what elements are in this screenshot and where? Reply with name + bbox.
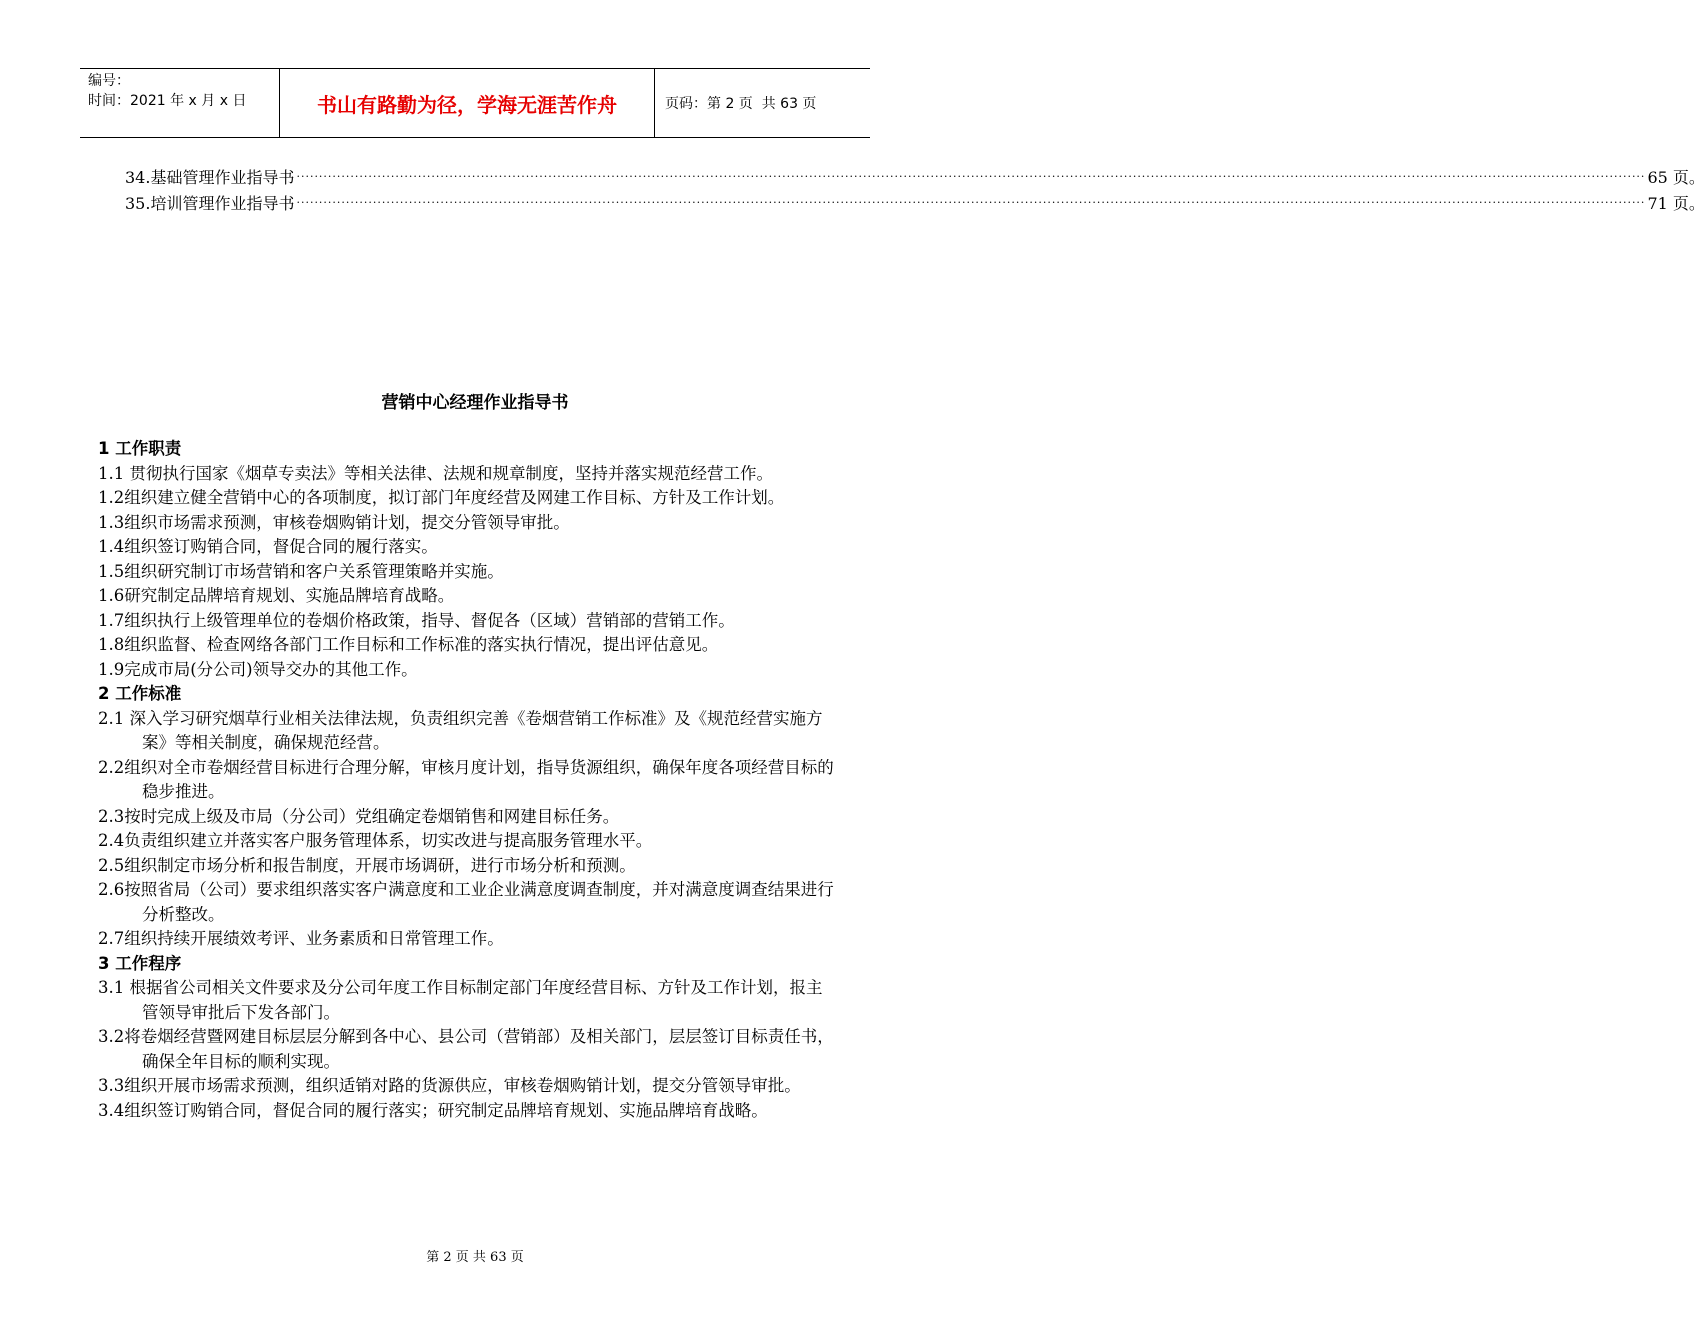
section-heading: 2 工作标准 xyxy=(98,684,182,703)
clause-item: 2.4负责组织建立并落实客户服务管理体系，切实改进与提高服务管理水平。 xyxy=(98,831,653,850)
clause-item: 2.2组织对全市卷烟经营目标进行合理分解，审核月度计划，指导货源组织，确保年度各项经营目标的稳步推进。 xyxy=(98,757,834,801)
toc-entry-label: 35.培训管理作业指导书 xyxy=(125,193,295,213)
toc-entry xyxy=(125,189,1705,215)
section-heading: 3 工作程序 xyxy=(98,953,182,973)
clause-item: 1.6研究制定品牌培育规划、实施品牌培育战略。 xyxy=(98,586,455,605)
clause-item: 2.7组织持续开展绩效考评、业务素质和日常管理工作。 xyxy=(98,929,504,948)
clause-item: 1.1 贯彻执行国家《烟草专卖法》等相关法律、法规和规章制度，坚持并落实规范经营工作。 xyxy=(98,463,773,483)
motto: 书山有路勤为径，学海无涯苦作舟 xyxy=(280,69,655,137)
clause-item: 2.3按时完成上级及市局（分公司）党组确定卷烟销售和网建目标任务。 xyxy=(98,806,620,826)
table-of-contents xyxy=(125,163,1705,215)
section-heading: 1 工作职责 xyxy=(98,439,182,458)
clause-item: 3.1 根据省公司相关文件要求及分公司年度工作目标制定部门年度经营目标、方针及工作计划，报主管领导审批后下发各部门。 xyxy=(98,978,823,1022)
header-meta xyxy=(80,69,280,137)
clause-item: 3.2将卷烟经营暨网建目标层层分解到各中心、县公司（营销部）及相关部门，层层签订目标责任书，确保全年目标的顺利实现。 xyxy=(98,1027,834,1071)
toc-leader-dots: ············································································································································································································································································································ xyxy=(296,195,1646,209)
clause-item: 1.9完成市局(分公司)领导交办的其他工作。 xyxy=(98,659,418,679)
number-label: 编号： xyxy=(88,73,130,89)
toc-entry xyxy=(125,163,1705,189)
toc-entry-page: 71 页。 xyxy=(1647,193,1705,213)
clause-item: 2.1 深入学习研究烟草行业相关法律法规，负责组织完善《卷烟营销工作标准》及《规范经营实施方案》等相关制度，确保规范经营。 xyxy=(98,708,823,752)
clause-item: 1.3组织市场需求预测，审核卷烟购销计划，提交分管领导审批。 xyxy=(98,512,570,532)
clause-item: 1.7组织执行上级管理单位的卷烟价格政策，指导、督促各（区域）营销部的营销工作。 xyxy=(98,610,735,630)
clause-item: 2.5组织制定市场分析和报告制度，开展市场调研，进行市场分析和预测。 xyxy=(98,855,636,875)
toc-entry-page: 65 页。 xyxy=(1647,167,1705,187)
clause-item: 3.4组织签订购销合同，督促合同的履行落实；研究制定品牌培育规划、实施品牌培育战略。 xyxy=(98,1100,768,1120)
header-page-info xyxy=(655,69,870,137)
clause-item: 1.5组织研究制订市场营销和客户关系管理策略并实施。 xyxy=(98,561,504,581)
clause-item: 1.8组织监督、检查网络各部门工作目标和工作标准的落实执行情况，提出评估意见。 xyxy=(98,635,719,654)
clause-item: 3.3组织开展市场需求预测，组织适销对路的货源供应，审核卷烟购销计划，提交分管领导审批。 xyxy=(98,1076,801,1095)
document-body xyxy=(98,437,838,1123)
clause-item: 2.6按照省局（公司）要求组织落实客户满意度和工业企业满意度调查制度，并对满意度调查结果进行分析整改。 xyxy=(98,880,834,924)
date-label: 时间：2021 年 x 月 x 日 xyxy=(88,93,247,109)
toc-entry-label: 34.基础管理作业指导书 xyxy=(125,167,295,187)
toc-leader-dots: ············································································································································································································································································································ xyxy=(296,169,1646,183)
clause-item: 1.2组织建立健全营销中心的各项制度，拟订部门年度经营及网建工作目标、方针及工作计划。 xyxy=(98,488,785,507)
document-title: 营销中心经理作业指导书 xyxy=(381,393,569,413)
clause-item: 1.4组织签订购销合同，督促合同的履行落实。 xyxy=(98,537,438,556)
page-footer: 第 2 页 共 63 页 xyxy=(426,1250,524,1265)
page-info: 页码：第 2 页 共 63 页 xyxy=(665,96,817,112)
page-header xyxy=(80,68,870,138)
